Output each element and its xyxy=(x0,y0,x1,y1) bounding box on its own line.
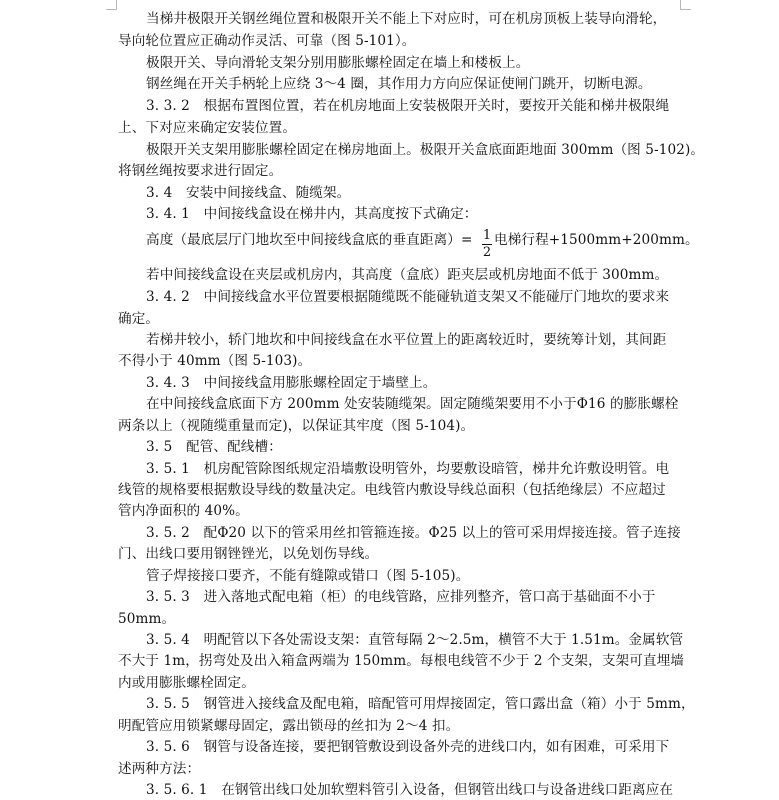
paragraph-line: 不大于 1m，拐弯处及出入箱盒两端为 150mm。每根电线管不少于 2 个支架，支架可直埋墙 xyxy=(118,653,684,669)
fraction-numerator: 1 xyxy=(482,228,492,243)
fraction-one-half xyxy=(482,228,492,261)
section-line: 3. 5. 6. 1 在钢管出线口处加软塑料管引入设备，但钢管出线口与设备进线口距离应在 xyxy=(146,782,674,798)
paragraph-line: 确定。 xyxy=(118,311,160,327)
paragraph-line: 不得小于 40mm（图 5-103)。 xyxy=(118,353,312,369)
paragraph-line: 若中间接线盒设在夹层或机房内，其高度（盒底）距夹层或机房地面不低于 300mm。 xyxy=(146,267,669,283)
paragraph-line: 管内净面积的 40%。 xyxy=(118,503,249,519)
paragraph-line: 述两种方法： xyxy=(118,761,201,777)
paragraph-line: 导向轮位置应正确动作灵活、可靠（图 5-101）。 xyxy=(118,33,416,49)
formula-left: 高度（最底层厅门地坎至中间接线盒底的垂直距离）= xyxy=(146,232,473,248)
paragraph-line: 极限开关支架用膨胀螺栓固定在梯房地面上。极限开关盒底面距地面 300mm（图 5-102)。 xyxy=(146,142,705,158)
page-corner-mark-right xyxy=(680,0,691,10)
paragraph-line: 明配管应用锁紧螺母固定，露出锁母的丝扣为 2～4 扣。 xyxy=(118,718,460,734)
section-line: 3. 5. 1 机房配管除图纸规定沿墙敷设明管外，均要敷设暗管，梯井允许敷设明管。电 xyxy=(146,461,670,477)
paragraph-line: 当梯井极限开关钢丝绳位置和极限开关不能上下对应时，可在机房顶板上装导向滑轮， xyxy=(146,11,667,27)
section-line: 3. 5. 2 配Φ20 以下的管采用丝扣管箍连接。Φ25 以上的管可采用焊接连接。管子连接 xyxy=(146,525,681,541)
section-heading: 3. 5 配管、配线槽： xyxy=(146,439,282,455)
paragraph-line: 上、下对应来确定安装位置。 xyxy=(118,120,297,136)
paragraph-line: 50mm。 xyxy=(118,611,176,627)
section-line: 3. 4. 3 中间接线盒用膨胀螺栓固定于墙壁上。 xyxy=(146,375,437,391)
section-line: 3. 4. 1 中间接线盒设在梯井内，其高度按下式确定： xyxy=(146,206,478,222)
paragraph-line: 将钢丝绳按要求进行固定。 xyxy=(118,163,283,179)
paragraph-line: 两条以上（视随缆重量而定)，以保证其牢度（图 5-104)。 xyxy=(118,418,475,434)
paragraph-line: 内或用膨胀螺栓固定。 xyxy=(118,675,255,691)
section-line: 3. 5. 6 钢管与设备连接，要把钢管敷设到设备外壳的进线口内，如有困难，可采用下 xyxy=(146,739,670,755)
fraction-denominator: 2 xyxy=(482,245,492,260)
paragraph-line: 门、出线口要用钢锉锉光，以免划伤导线。 xyxy=(118,546,379,562)
section-line: 3. 5. 5 钢管进入接线盒及配电箱，暗配管可用焊接固定，管口露出盒（箱）小于 5mm， xyxy=(146,696,695,712)
paragraph-line: 在中间接线盒底面下方 200mm 处安装随缆架。固定随缆架要用不小于Φ16 的膨胀螺栓 xyxy=(146,396,679,412)
section-heading: 3. 4 安装中间接线盒、随缆架。 xyxy=(146,185,351,201)
formula-right: 电梯行程+1500mm+200mm。 xyxy=(494,232,699,248)
section-line: 3. 3. 2 根据布置图位置，若在机房地面上安装极限开关时，要按开关能和梯井极限绳 xyxy=(146,98,670,114)
page-corner-mark-left xyxy=(106,0,117,10)
section-line: 3. 5. 3 进入落地式配电箱（柜）的电线管路，应排列整齐，管口高于基础面不小于 xyxy=(146,589,656,605)
paragraph-line: 钢丝绳在开关手柄轮上应绕 3～4 圈，其作用力方向应保证使闸门跳开，切断电源。 xyxy=(146,76,652,92)
paragraph-line: 管子焊接接口要齐，不能有缝隙或错口（图 5-105)。 xyxy=(146,568,470,584)
section-line: 3. 4. 2 中间接线盒水平位置要根据随缆既不能碰轨道支架又不能碰厅门地坎的要求来 xyxy=(146,289,670,305)
paragraph-line: 若梯井较小，轿门地坎和中间接线盒在水平位置上的距离较近时，要统筹计划，其间距 xyxy=(146,332,667,348)
paragraph-line: 线管的规格要根据敷设导线的数量决定。电线管内敷设导线总面积（包括绝缘层）不应超过 xyxy=(118,482,666,498)
paragraph-line: 极限开关、导向滑轮支架分别用膨胀螺栓固定在墙上和楼板上。 xyxy=(146,55,530,71)
section-line: 3. 5. 4 明配管以下各处需设支架：直管每隔 2～2.5m，横管不大于 1.51m。金属软管 xyxy=(146,632,684,648)
